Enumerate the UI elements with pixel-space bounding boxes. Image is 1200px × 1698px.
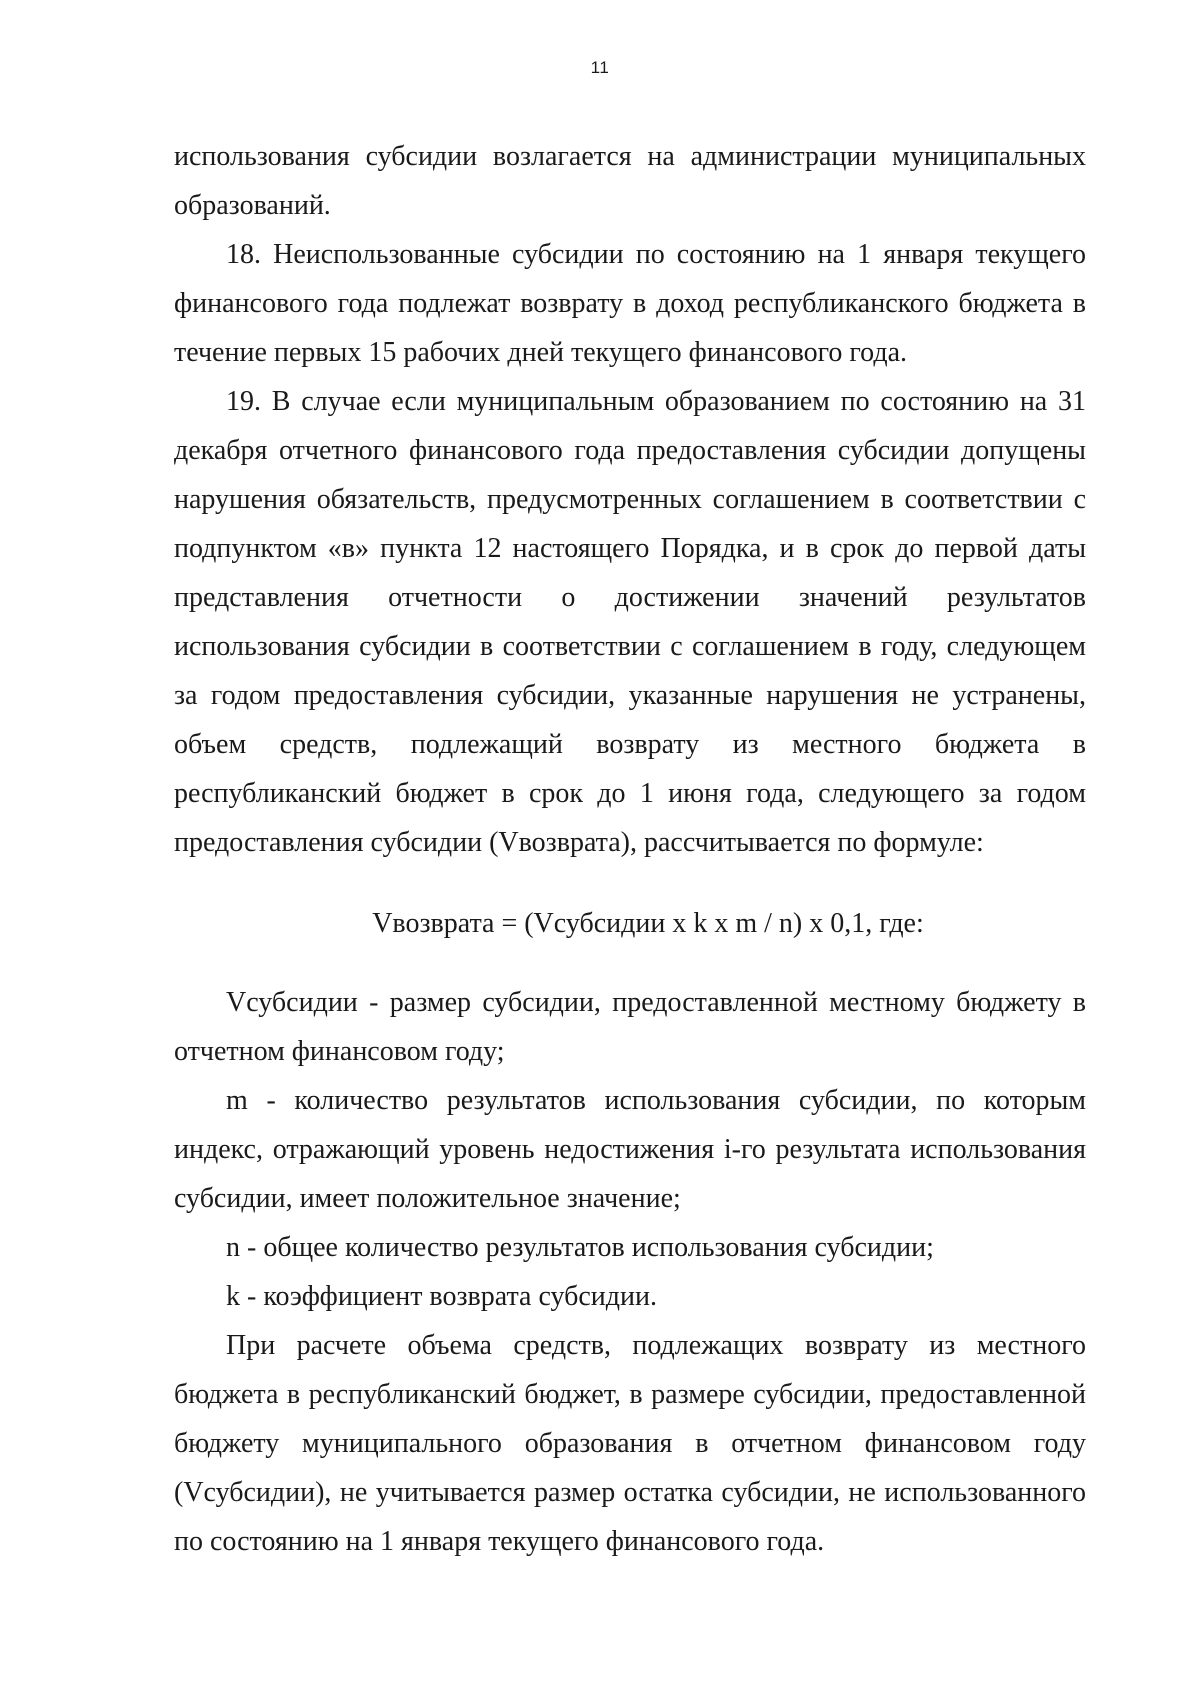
paragraph-continuation: использования субсидии возлагается на администрации муниципальных образований.	[174, 141, 1086, 221]
definition-n: n - общее количество результатов использования субсидии;	[226, 1232, 934, 1263]
definition-k: k - коэффициент возврата субсидии.	[226, 1281, 658, 1312]
definition-vsubsidii: Vсубсидии - размер субсидии, предоставленной местному бюджету в отчетном финансовом году;	[174, 987, 1086, 1067]
definition-m: m - количество результатов использования субсидии, по которым индекс, отражающий уровень недостижения i-го результата использования субсидии, имеет положительное значение;	[174, 1085, 1086, 1214]
return-formula: Vвозврата = (Vсубсидии x k x m / n) x 0,1, где:	[372, 908, 924, 939]
paragraph-18: 18. Неиспользованные субсидии по состоянию на 1 января текущего финансового года подлежат возврату в доход республиканского бюджета в течение первых 15 рабочих дней текущего финансового года.	[174, 239, 1086, 368]
paragraph-19: 19. В случае если муниципальным образованием по состоянию на 31 декабря отчетного финансового года предоставления субсидии допущены нарушения обязательств, предусмотренных соглашением в соответствии с подпунктом «в» пункта 12 настоящего Порядка, и в срок до первой даты представления отчетности о достижении значений результатов использования субсидии в соответствии с соглашением в году, следующем за годом предоставления субсидии, указанные нарушения не устранены, объем средств, подлежащий возврату из местного бюджета в республиканский бюджет в срок до 1 июня года, следующего за годом предоставления субсидии (Vвозврата), рассчитывается по формуле:	[174, 386, 1086, 858]
page-number: 11	[590, 58, 610, 77]
document-body	[174, 132, 1086, 1566]
paragraph-final: При расчете объема средств, подлежащих возврату из местного бюджета в республиканский бюджет, в размере субсидии, предоставленной бюджету муниципального образования в отчетном финансовом году (Vсубсидии), не учитывается размер остатка субсидии, не использованного по состоянию на 1 января текущего финансового года.	[174, 1330, 1086, 1557]
